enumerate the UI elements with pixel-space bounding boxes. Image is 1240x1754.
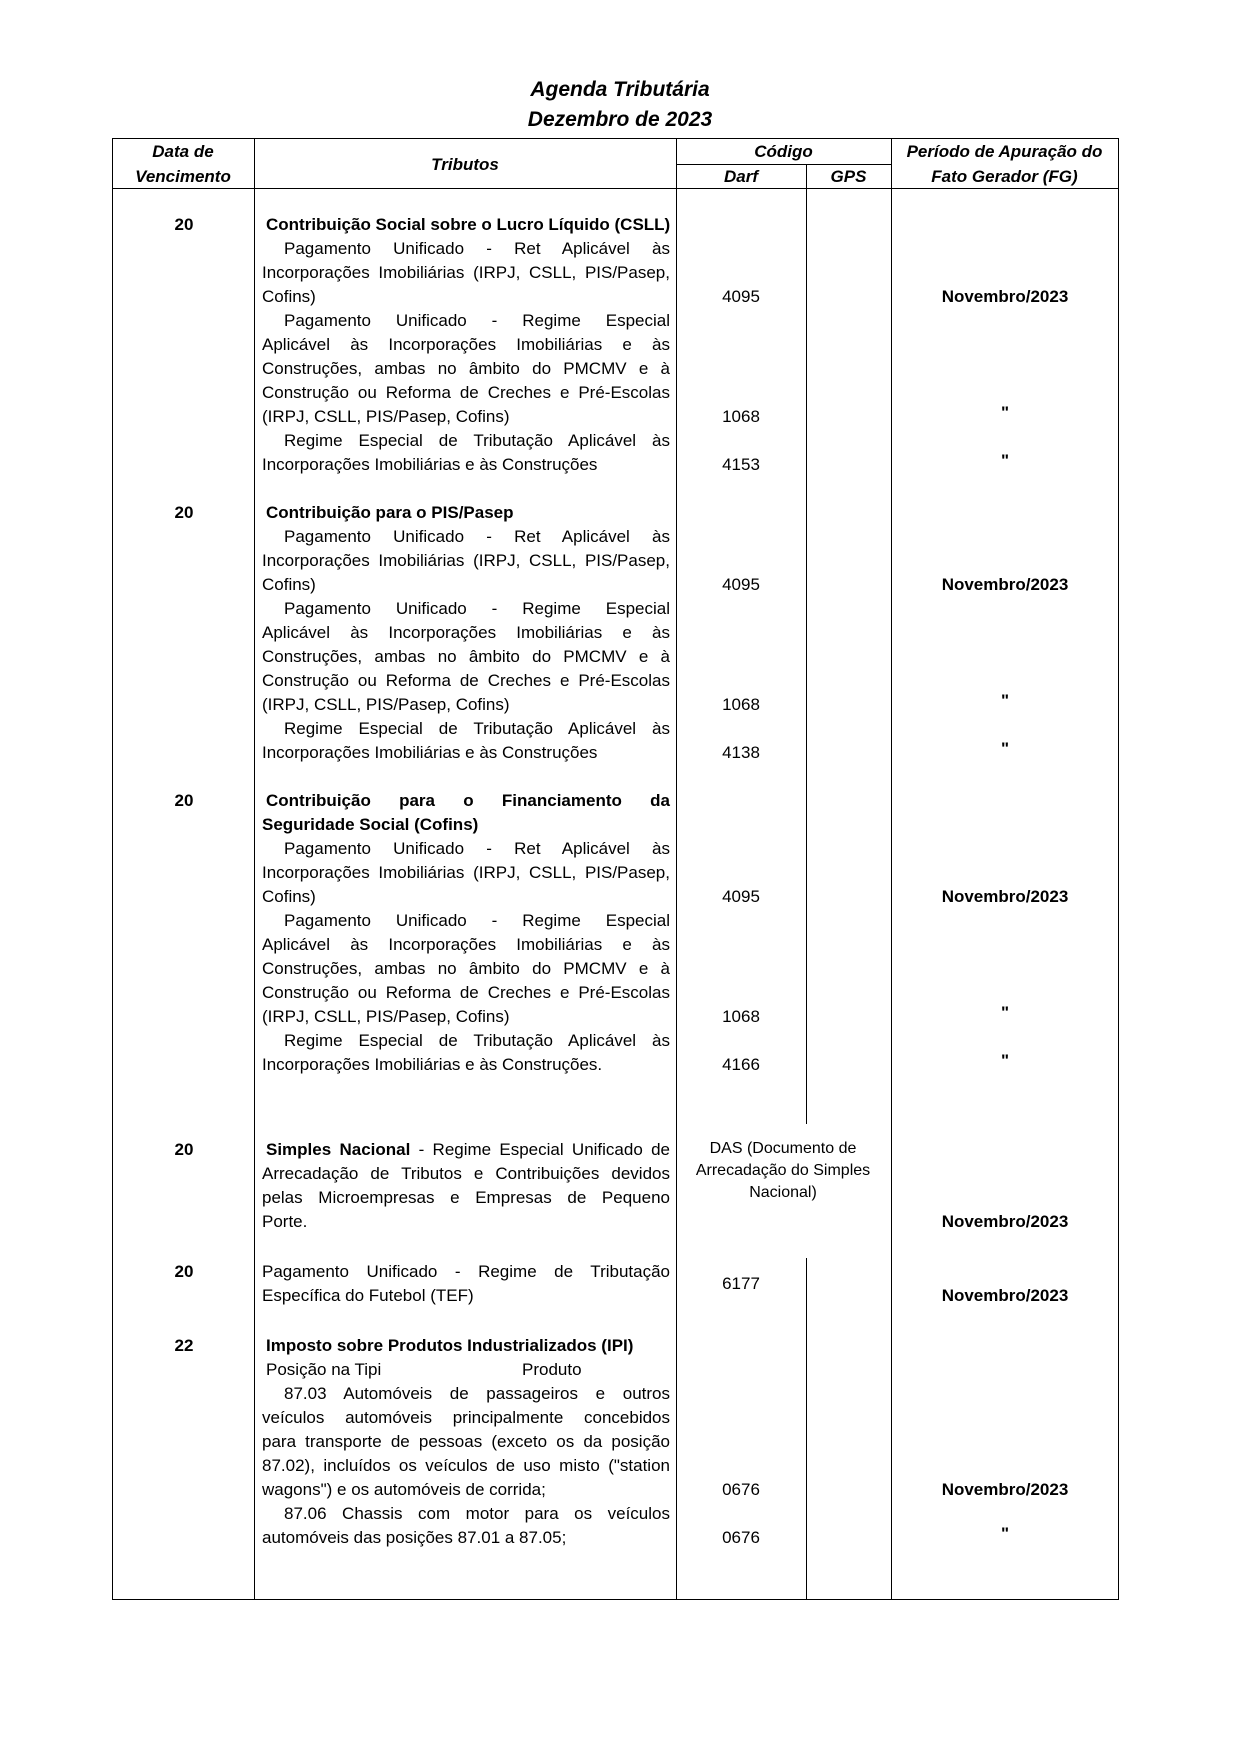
tributo-line: para transporte de pessoas (exceto os da posição (262, 1432, 670, 1451)
tributo-line: Cofins) (262, 287, 316, 306)
row-date: 20 (174, 215, 194, 234)
tributo-line: Construção ou Reforma de Creches e Pré-Escolas (262, 983, 670, 1002)
tributo-line: Construções, ambas no âmbito do PMCMV e à (262, 647, 670, 666)
tributo-line: Aplicável às Incorporações Imobiliárias e às (262, 335, 670, 354)
tributo-line: Cofins) (262, 575, 316, 594)
tributo-line: Regime Especial de Tributação Aplicável às (284, 719, 670, 738)
row-date: 22 (174, 1336, 194, 1355)
page-subtitle: Dezembro de 2023 (527, 108, 713, 131)
tributo-line: Específica do Futebol (TEF) (262, 1286, 474, 1305)
darf-code: 4166 (722, 1055, 760, 1074)
page-title: Agenda Tributária (530, 78, 710, 101)
tributo-line-rest: - Regime Especial Unificado de (410, 1140, 670, 1159)
table-left-border (112, 138, 113, 1600)
tributo-line: 87.02), incluídos os veículos de uso misto ("station (262, 1456, 670, 1475)
tributo-line: (IRPJ, CSLL, PIS/Pasep, Cofins) (262, 407, 510, 426)
tributo-line: Pagamento Unificado - Ret Aplicável às (284, 527, 670, 546)
tributo-line: Pagamento Unificado - Regime Especial (284, 599, 670, 618)
tributo-line: 87.03 Automóveis de passageiros e outros (284, 1384, 670, 1403)
tributo-line: Pagamento Unificado - Regime Especial (284, 311, 670, 330)
periodo-value: Novembro/2023 (941, 1212, 1069, 1231)
tributo-title: Contribuição para o PIS/Pasep (266, 503, 514, 522)
tributo-title: Seguridade Social (Cofins) (262, 815, 479, 834)
tipi-header: Posição na Tipi (266, 1360, 382, 1379)
ditto-mark: " (1000, 403, 1010, 422)
header-periodo: Período de Apuração do Fato Gerador (FG) (906, 142, 1103, 186)
tributo-line: Aplicável às Incorporações Imobiliárias e às (262, 623, 670, 642)
header-gps: GPS (830, 167, 867, 186)
tributo-line: Incorporações Imobiliárias e às Construções. (262, 1055, 603, 1074)
tributo-line: Construção ou Reforma de Creches e Pré-Escolas (262, 671, 670, 690)
ditto-mark: " (1000, 451, 1010, 470)
tributo-line: Pagamento Unificado - Ret Aplicável às (284, 239, 670, 258)
darf-code: 4095 (722, 575, 760, 594)
simples-nacional-label: Simples Nacional (266, 1140, 411, 1159)
tributo-line: Arrecadação de Tributos e Contribuições devidos (262, 1164, 670, 1183)
produto-header: Produto (522, 1360, 582, 1379)
header-darf: Darf (723, 167, 758, 186)
darf-code: 1068 (722, 407, 760, 426)
header-tributos: Tributos (431, 155, 499, 174)
row-date: 20 (174, 791, 194, 810)
tributo-line: automóveis das posições 87.01 a 87.05; (262, 1528, 567, 1547)
tributo-line: Pagamento Unificado - Ret Aplicável às (284, 839, 670, 858)
ditto-mark: " (1000, 1524, 1010, 1543)
ditto-mark: " (1000, 739, 1010, 758)
ditto-mark: " (1000, 1003, 1010, 1022)
col-divider-gps-a (806, 164, 807, 1124)
tributo-line: Aplicável às Incorporações Imobiliárias e às (262, 935, 670, 954)
periodo-value: Novembro/2023 (941, 575, 1069, 594)
tributo-line: veículos automóveis principalmente concebidos (262, 1408, 670, 1427)
tributo-line: Pagamento Unificado - Regime de Tributação (262, 1262, 670, 1281)
col-divider-2 (676, 138, 677, 1600)
ditto-mark: " (1000, 1051, 1010, 1070)
col-divider-1 (254, 138, 255, 1600)
darf-code: 0676 (722, 1528, 760, 1547)
darf-code: 4095 (722, 287, 760, 306)
row-date: 20 (174, 1140, 194, 1159)
periodo-value: Novembro/2023 (941, 287, 1069, 306)
darf-code: 1068 (722, 695, 760, 714)
tributo-line: wagons") e os automóveis de corrida; (262, 1480, 546, 1499)
tributo-line: Regime Especial de Tributação Aplicável às (284, 431, 670, 450)
tributo-line: Construções, ambas no âmbito do PMCMV e à (262, 959, 670, 978)
tributo-line: Construções, ambas no âmbito do PMCMV e à (262, 359, 670, 378)
darf-code: 4095 (722, 887, 760, 906)
tributo-line: Construção ou Reforma de Creches e Pré-Escolas (262, 383, 670, 402)
tributo-line: (IRPJ, CSLL, PIS/Pasep, Cofins) (262, 695, 510, 714)
row-date: 20 (174, 503, 194, 522)
table-bottom-border (112, 1599, 1118, 1600)
periodo-value: Novembro/2023 (941, 1480, 1069, 1499)
tributo-line: Incorporações Imobiliárias (IRPJ, CSLL, PIS/Pasep, (262, 863, 670, 882)
tributo-title: Imposto sobre Produtos Industrializados (IPI) (266, 1336, 634, 1355)
darf-code: 4138 (722, 743, 760, 762)
tributo-line: Regime Especial de Tributação Aplicável às (284, 1031, 670, 1050)
das-code: DAS (Documento de Arrecadação do Simples Nacional) (695, 1140, 871, 1201)
periodo-value: Novembro/2023 (941, 887, 1069, 906)
tributo-line: Incorporações Imobiliárias (IRPJ, CSLL, PIS/Pasep, (262, 551, 670, 570)
tributo-title: Contribuição para o Financiamento da (266, 791, 670, 810)
tributo-line: Incorporações Imobiliárias e às Construções (262, 743, 598, 762)
tributo-line: Porte. (262, 1212, 308, 1231)
periodo-value: Novembro/2023 (941, 1286, 1069, 1305)
darf-code: 0676 (722, 1480, 760, 1499)
tributo-line: Incorporações Imobiliárias (IRPJ, CSLL, PIS/Pasep, (262, 263, 670, 282)
tributo-title: Contribuição Social sobre o Lucro Líquido (CSLL) (266, 215, 671, 234)
header-codigo: Código (754, 142, 813, 161)
darf-code: 4153 (722, 455, 760, 474)
tributo-line: Cofins) (262, 887, 316, 906)
darf-code: 6177 (722, 1274, 760, 1293)
tributo-line: Pagamento Unificado - Regime Especial (284, 911, 670, 930)
row-date: 20 (174, 1262, 194, 1281)
tributo-line: pelas Microempresas e Empresas de Pequeno (262, 1188, 670, 1207)
tributo-line: 87.06 Chassis com motor para os veículos (284, 1504, 670, 1523)
darf-code: 1068 (722, 1007, 760, 1026)
tributo-line (266, 1138, 670, 1162)
ditto-mark: " (1000, 691, 1010, 710)
col-divider-gps-b (806, 1258, 807, 1599)
table-right-border (1118, 138, 1119, 1600)
col-divider-3 (891, 138, 892, 1600)
tributo-line: (IRPJ, CSLL, PIS/Pasep, Cofins) (262, 1007, 510, 1026)
header-data-vencimento: Data de Vencimento (135, 142, 231, 186)
tributo-line: Incorporações Imobiliárias e às Construções (262, 455, 598, 474)
